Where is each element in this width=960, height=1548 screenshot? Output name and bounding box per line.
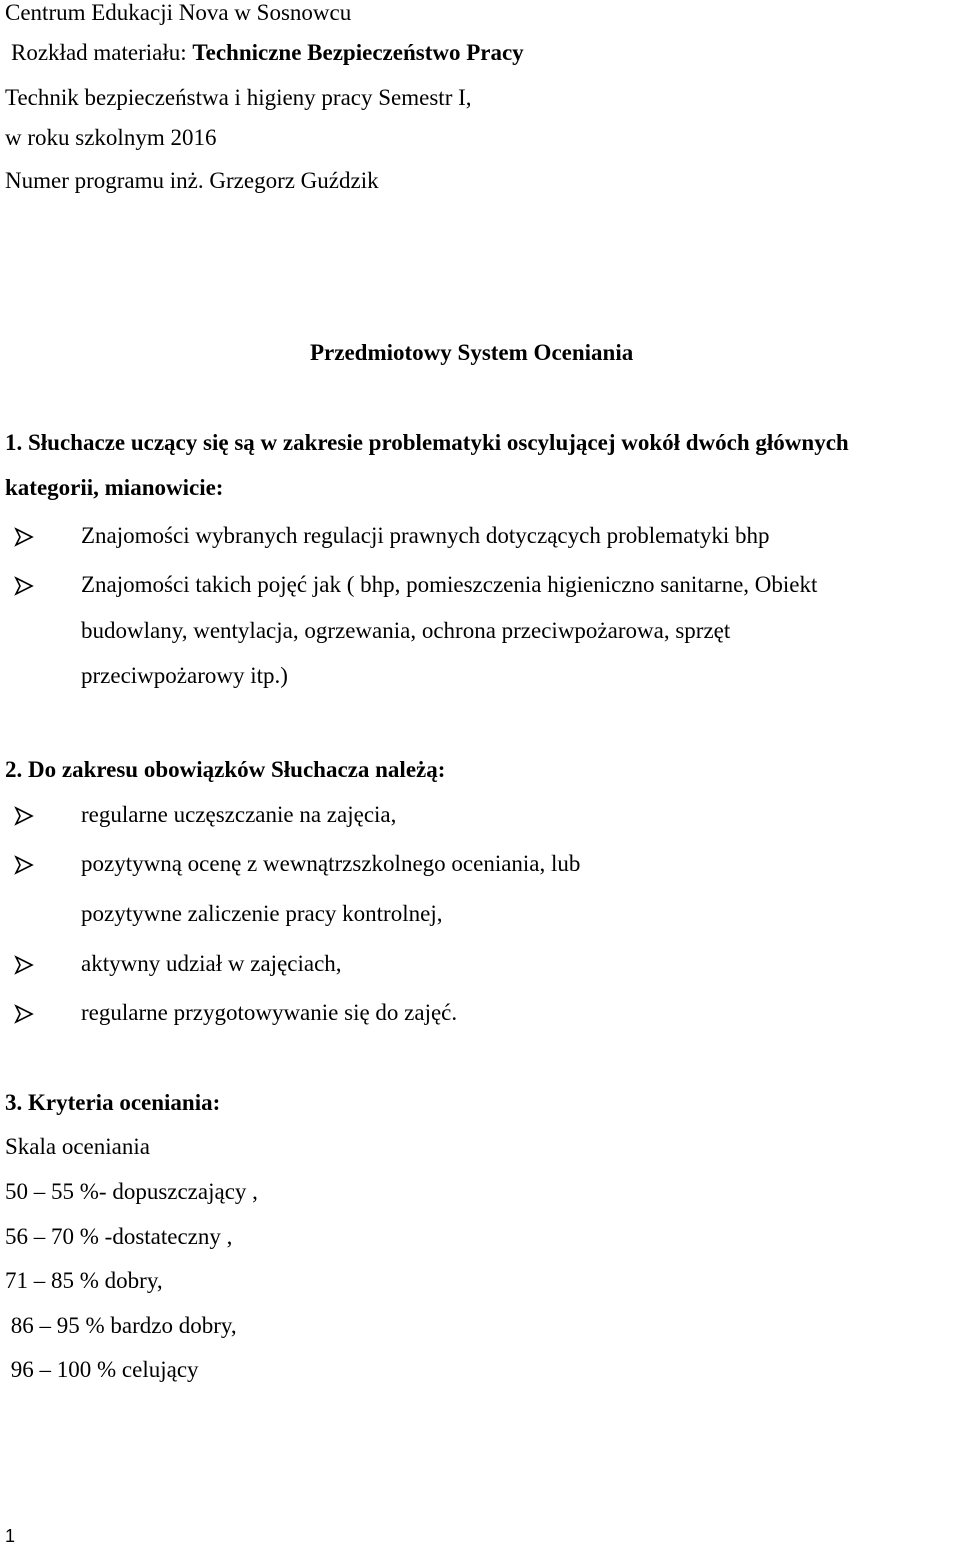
- arrow-bullet-icon: [14, 576, 34, 596]
- plan-subject: Techniczne Bezpieczeństwo Pracy: [192, 40, 524, 65]
- grade-row: 96 – 100 % celujący: [5, 1357, 199, 1382]
- list-item-text: regularne przygotowywanie się do zajęć.: [81, 1000, 458, 1025]
- arrow-bullet-icon: [14, 855, 34, 875]
- list-item-text: Znajomości wybranych regulacji prawnych dotyczących problematyki bhp: [81, 523, 770, 548]
- list-item-text: budowlany, wentylacja, ogrzewania, ochrona przeciwpożarowa, sprzęt: [81, 618, 731, 643]
- plan-prefix: Rozkład materiału:: [11, 40, 193, 65]
- section2-heading: 2. Do zakresu obowiązków Słuchacza należą:: [5, 757, 446, 782]
- list-item-text: regularne uczęszczanie na zajęcia,: [81, 802, 397, 827]
- grade-row: 71 – 85 % dobry,: [5, 1268, 163, 1293]
- list-item-text: Znajomości takich pojęć jak ( bhp, pomieszczenia higieniczno sanitarne, Obiekt: [81, 572, 818, 597]
- arrow-bullet-icon: [14, 806, 34, 826]
- scale-label: Skala oceniania: [5, 1134, 150, 1159]
- section3-heading: 3. Kryteria oceniania:: [5, 1090, 221, 1115]
- grade-row: 50 – 55 %- dopuszczający ,: [5, 1179, 258, 1204]
- list-item-text: pozytywną ocenę z wewnątrzszkolnego oceniania, lub: [81, 851, 581, 876]
- page-title: Przedmiotowy System Oceniania: [310, 340, 634, 365]
- list-item-text: przeciwpożarowy itp.): [81, 663, 288, 688]
- grade-row: 86 – 95 % bardzo dobry,: [5, 1313, 237, 1338]
- arrow-bullet-icon: [14, 1004, 34, 1024]
- school-year-line: w roku szkolnym 2016: [5, 125, 217, 150]
- section1-heading-line1: 1. Słuchacze uczący się są w zakresie problematyki oscylującej wokół dwóch głównych: [5, 430, 849, 455]
- profession-line: Technik bezpieczeństwa i higieny pracy Semestr I,: [5, 85, 472, 110]
- list-item-text: aktywny udział w zajęciach,: [81, 951, 342, 976]
- page-number: 1: [5, 1526, 16, 1546]
- arrow-bullet-icon: [14, 955, 34, 975]
- grade-row: 56 – 70 % -dostateczny ,: [5, 1224, 233, 1249]
- plan-line: [11, 40, 524, 66]
- list-item-text: pozytywne zaliczenie pracy kontrolnej,: [81, 901, 443, 926]
- program-line: Numer programu inż. Grzegorz Guździk: [5, 168, 379, 193]
- school-name: Centrum Edukacji Nova w Sosnowcu: [5, 0, 352, 25]
- arrow-bullet-icon: [14, 527, 34, 547]
- section1-heading-line2: kategorii, mianowicie:: [5, 475, 224, 500]
